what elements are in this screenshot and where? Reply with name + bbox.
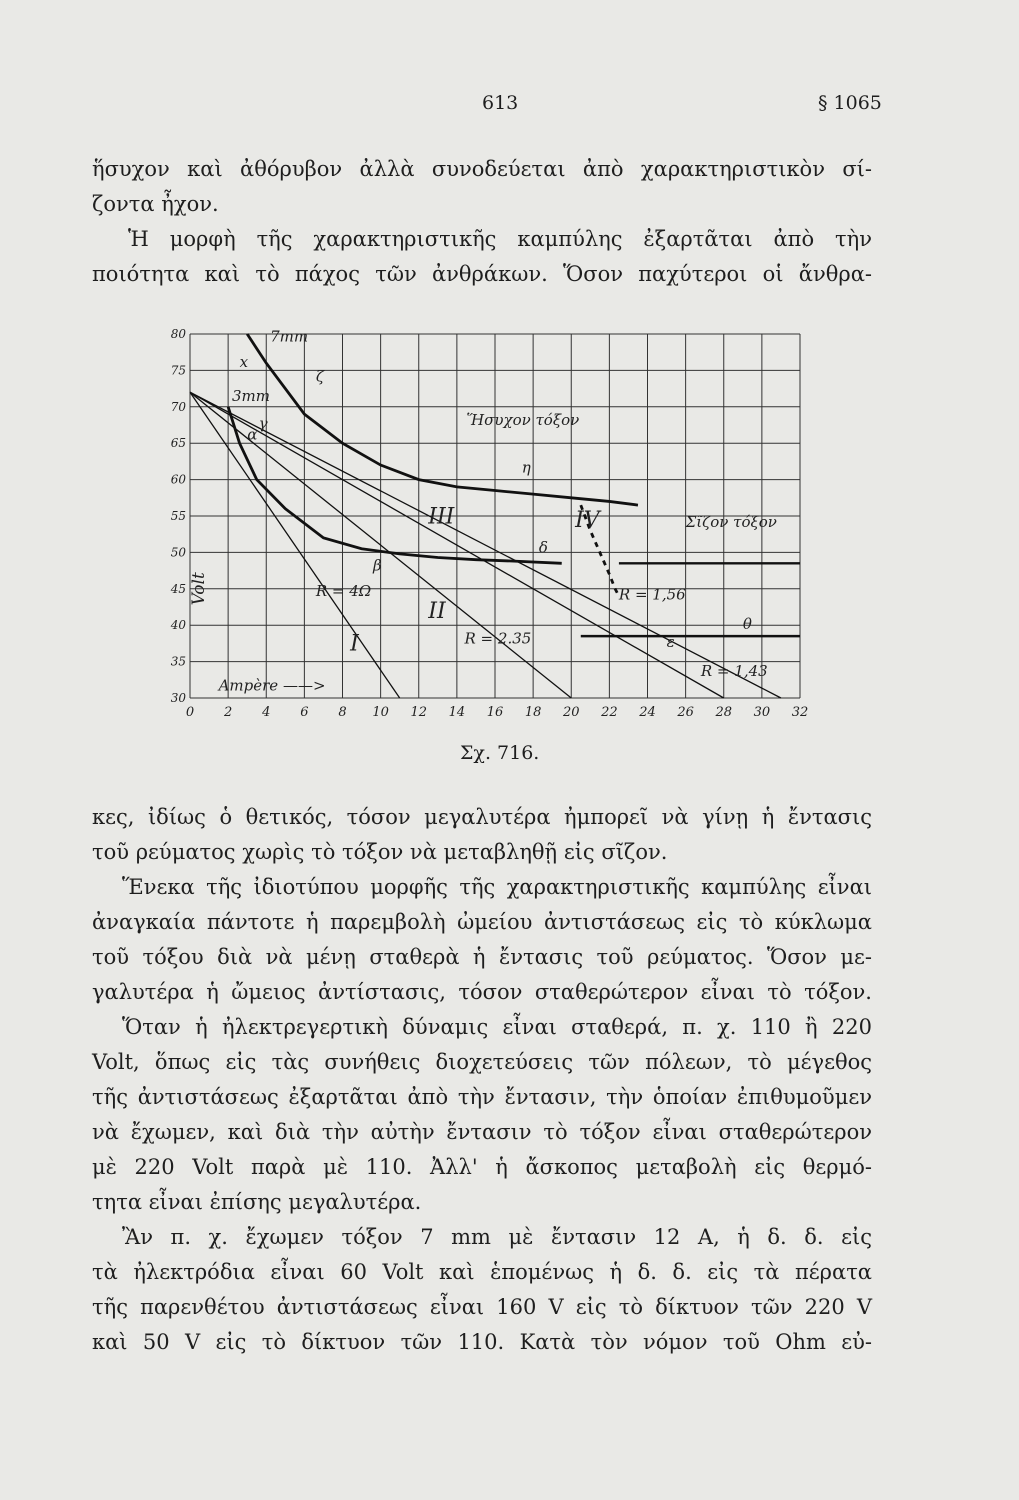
x-tick-label: 30 [753, 705, 771, 720]
x-tick-label: 32 [791, 705, 809, 720]
page-header [0, 92, 1019, 122]
text-line: ζοντα ἦχον. [92, 192, 219, 216]
chart-annotation: 7mm [270, 327, 309, 346]
chart-annotation: III [428, 504, 455, 530]
x-tick-label: 20 [562, 705, 580, 720]
y-tick-label: 65 [170, 436, 186, 451]
x-tick-label: 26 [677, 705, 694, 720]
chart-annotation: ζ [315, 367, 324, 386]
text-line: τῆς ἀντιστάσεως ἐξαρτᾶται ἀπὸ τὴν ἔντασιν, τὴν ὁποίαν ἐπιθυμοῦμεν [92, 1085, 872, 1109]
text-line: τὰ ἠλεκτρόδια εἶναι 60 Volt καὶ ἑπομένως ἡ δ. δ. εἰς τὰ πέρατα [92, 1260, 872, 1284]
x-tick-label: 0 [185, 705, 195, 720]
chart-annotation: γ [258, 414, 268, 433]
text-line: Ὅταν ἡ ἠλεκτρεγερτικὴ δύναμις εἶναι σταθερά, π. χ. 110 ἢ 220 [122, 1015, 872, 1039]
text-line: Volt, ὅπως εἰς τὰς συνήθεις διοχετεύσεις τῶν πόλεων, τὸ μέγεθος [92, 1050, 872, 1074]
y-tick-label: 45 [170, 581, 186, 596]
text-line: καὶ 50 V εἰς τὸ δίκτυον τῶν 110. Κατὰ τὸν νόμον τοῦ Ohm εὐ- [92, 1330, 872, 1354]
figure-caption: Σχ. 716. [460, 742, 540, 764]
chart-annotation: α [247, 425, 258, 444]
top-paragraph [92, 152, 872, 292]
chart-annotation: η [521, 458, 531, 477]
chart-annotation: I [350, 631, 359, 657]
y-axis-label: Volt [189, 572, 209, 606]
x-tick-label: 12 [410, 705, 428, 720]
page-number: 613 [482, 92, 519, 114]
text-line: τοῦ τόξου διὰ νὰ μένῃ σταθερὰ ἡ ἔντασις τοῦ ρεύματος. Ὅσον με- [92, 945, 872, 969]
text-line: Ἕνεκα τῆς ἰδιοτύπου μορφῆς τῆς χαρακτηριστικῆς καμπύλης εἶναι [122, 875, 872, 899]
figure-716 [160, 322, 820, 762]
y-tick-label: 30 [170, 691, 186, 705]
text-line: τητα εἶναι ἐπίσης μεγαλυτέρα. [92, 1190, 422, 1214]
y-tick-label: 80 [170, 327, 186, 341]
resistance-line [190, 392, 781, 698]
x-tick-label: 24 [639, 705, 656, 720]
x-tick-label: 16 [486, 705, 504, 720]
resistance-label: R = 4Ω [315, 582, 372, 601]
resistance-line [190, 392, 400, 698]
section-number: § 1065 [818, 92, 882, 114]
y-tick-label: 50 [170, 545, 186, 560]
chart-annotation: II [428, 598, 446, 624]
chart-annotation: 3mm [231, 386, 270, 405]
chart-annotation: Ampère ——> [218, 676, 326, 695]
chart-annotation: IV [575, 507, 600, 533]
x-tick-label: 14 [448, 705, 466, 720]
text-line: ἀναγκαία πάντοτε ἡ παρεμβολὴ ὠμείου ἀντιστάσεως εἰς τὸ κύκλωμα [92, 910, 872, 934]
text-line: νὰ ἔχωμεν, καὶ διὰ τὴν αὐτὴν ἔντασιν τὸ τόξον εἶναι σταθερώτερον [92, 1120, 872, 1144]
resistance-label: R = 1,43 [700, 662, 768, 681]
chart-annotation: β [373, 556, 382, 575]
x-tick-label: 18 [524, 705, 542, 720]
y-tick-label: 70 [170, 399, 186, 414]
x-tick-label: 2 [223, 705, 233, 720]
text-line: Ἡ μορφὴ τῆς χαρακτηριστικῆς καμπύλης ἐξαρτᾶται ἀπὸ τὴν [128, 227, 872, 251]
chart-annotation: x [239, 352, 249, 371]
text-line: τῆς παρενθέτου ἀντιστάσεως εἶναι 160 V εἰς τὸ δίκτυον τῶν 220 V [92, 1295, 872, 1319]
text-line: κες, ἰδίως ὁ θετικός, τόσον μεγαλυτέρα ἠμπορεῖ νὰ γίνῃ ἡ ἔντασις [92, 805, 872, 829]
text-line: ποιότητα καὶ τὸ πάχος τῶν ἀνθράκων. Ὅσον παχύτεροι οἱ ἄνθρα- [92, 262, 872, 286]
bottom-paragraph [92, 800, 872, 1360]
series-3mm [228, 407, 562, 564]
text-line: μὲ 220 Volt παρὰ μὲ 110. Ἀλλ' ἡ ἄσκοπος μεταβολὴ εἰς θερμό- [92, 1155, 872, 1179]
chart-annotation: ε [666, 633, 675, 652]
x-tick-label: 28 [715, 705, 733, 720]
y-tick-label: 60 [170, 472, 186, 487]
x-tick-label: 8 [338, 705, 347, 720]
chart-annotation: Σῖζον τόξον [685, 512, 777, 531]
y-tick-label: 35 [170, 654, 186, 669]
y-tick-label: 75 [170, 363, 186, 378]
x-tick-label: 10 [372, 705, 389, 720]
x-tick-label: 22 [601, 705, 618, 720]
text-line: Ἂν π. χ. ἔχωμεν τόξον 7 mm μὲ ἔντασιν 12 Α, ἡ δ. δ. εἰς [122, 1225, 872, 1249]
text-line: τοῦ ρεύματος χωρὶς τὸ τόξον νὰ μεταβληθῇ εἰς σῖζον. [92, 840, 668, 864]
y-tick-label: 40 [170, 618, 186, 633]
chart-annotation: δ [538, 538, 548, 557]
chart-annotation: θ [742, 614, 752, 633]
x-tick-label: 6 [300, 705, 309, 720]
y-tick-label: 55 [170, 509, 186, 523]
x-tick-label: 4 [262, 705, 271, 720]
text-line: ἥσυχον καὶ ἀθόρυβον ἀλλὰ συνοδεύεται ἀπὸ χαρακτηριστικὸν σί- [92, 157, 872, 181]
text-line: γαλυτέρα ἡ ὤμειος ἀντίστασις, τόσον σταθερώτερον εἶναι τὸ τόξον. [92, 980, 872, 1004]
chart-annotation: Ἥσυχον τόξον [466, 411, 580, 429]
resistance-label: R = 1,56 [618, 585, 686, 604]
resistance-label: R = 2.35 [464, 629, 532, 648]
characteristic-chart [160, 322, 820, 722]
